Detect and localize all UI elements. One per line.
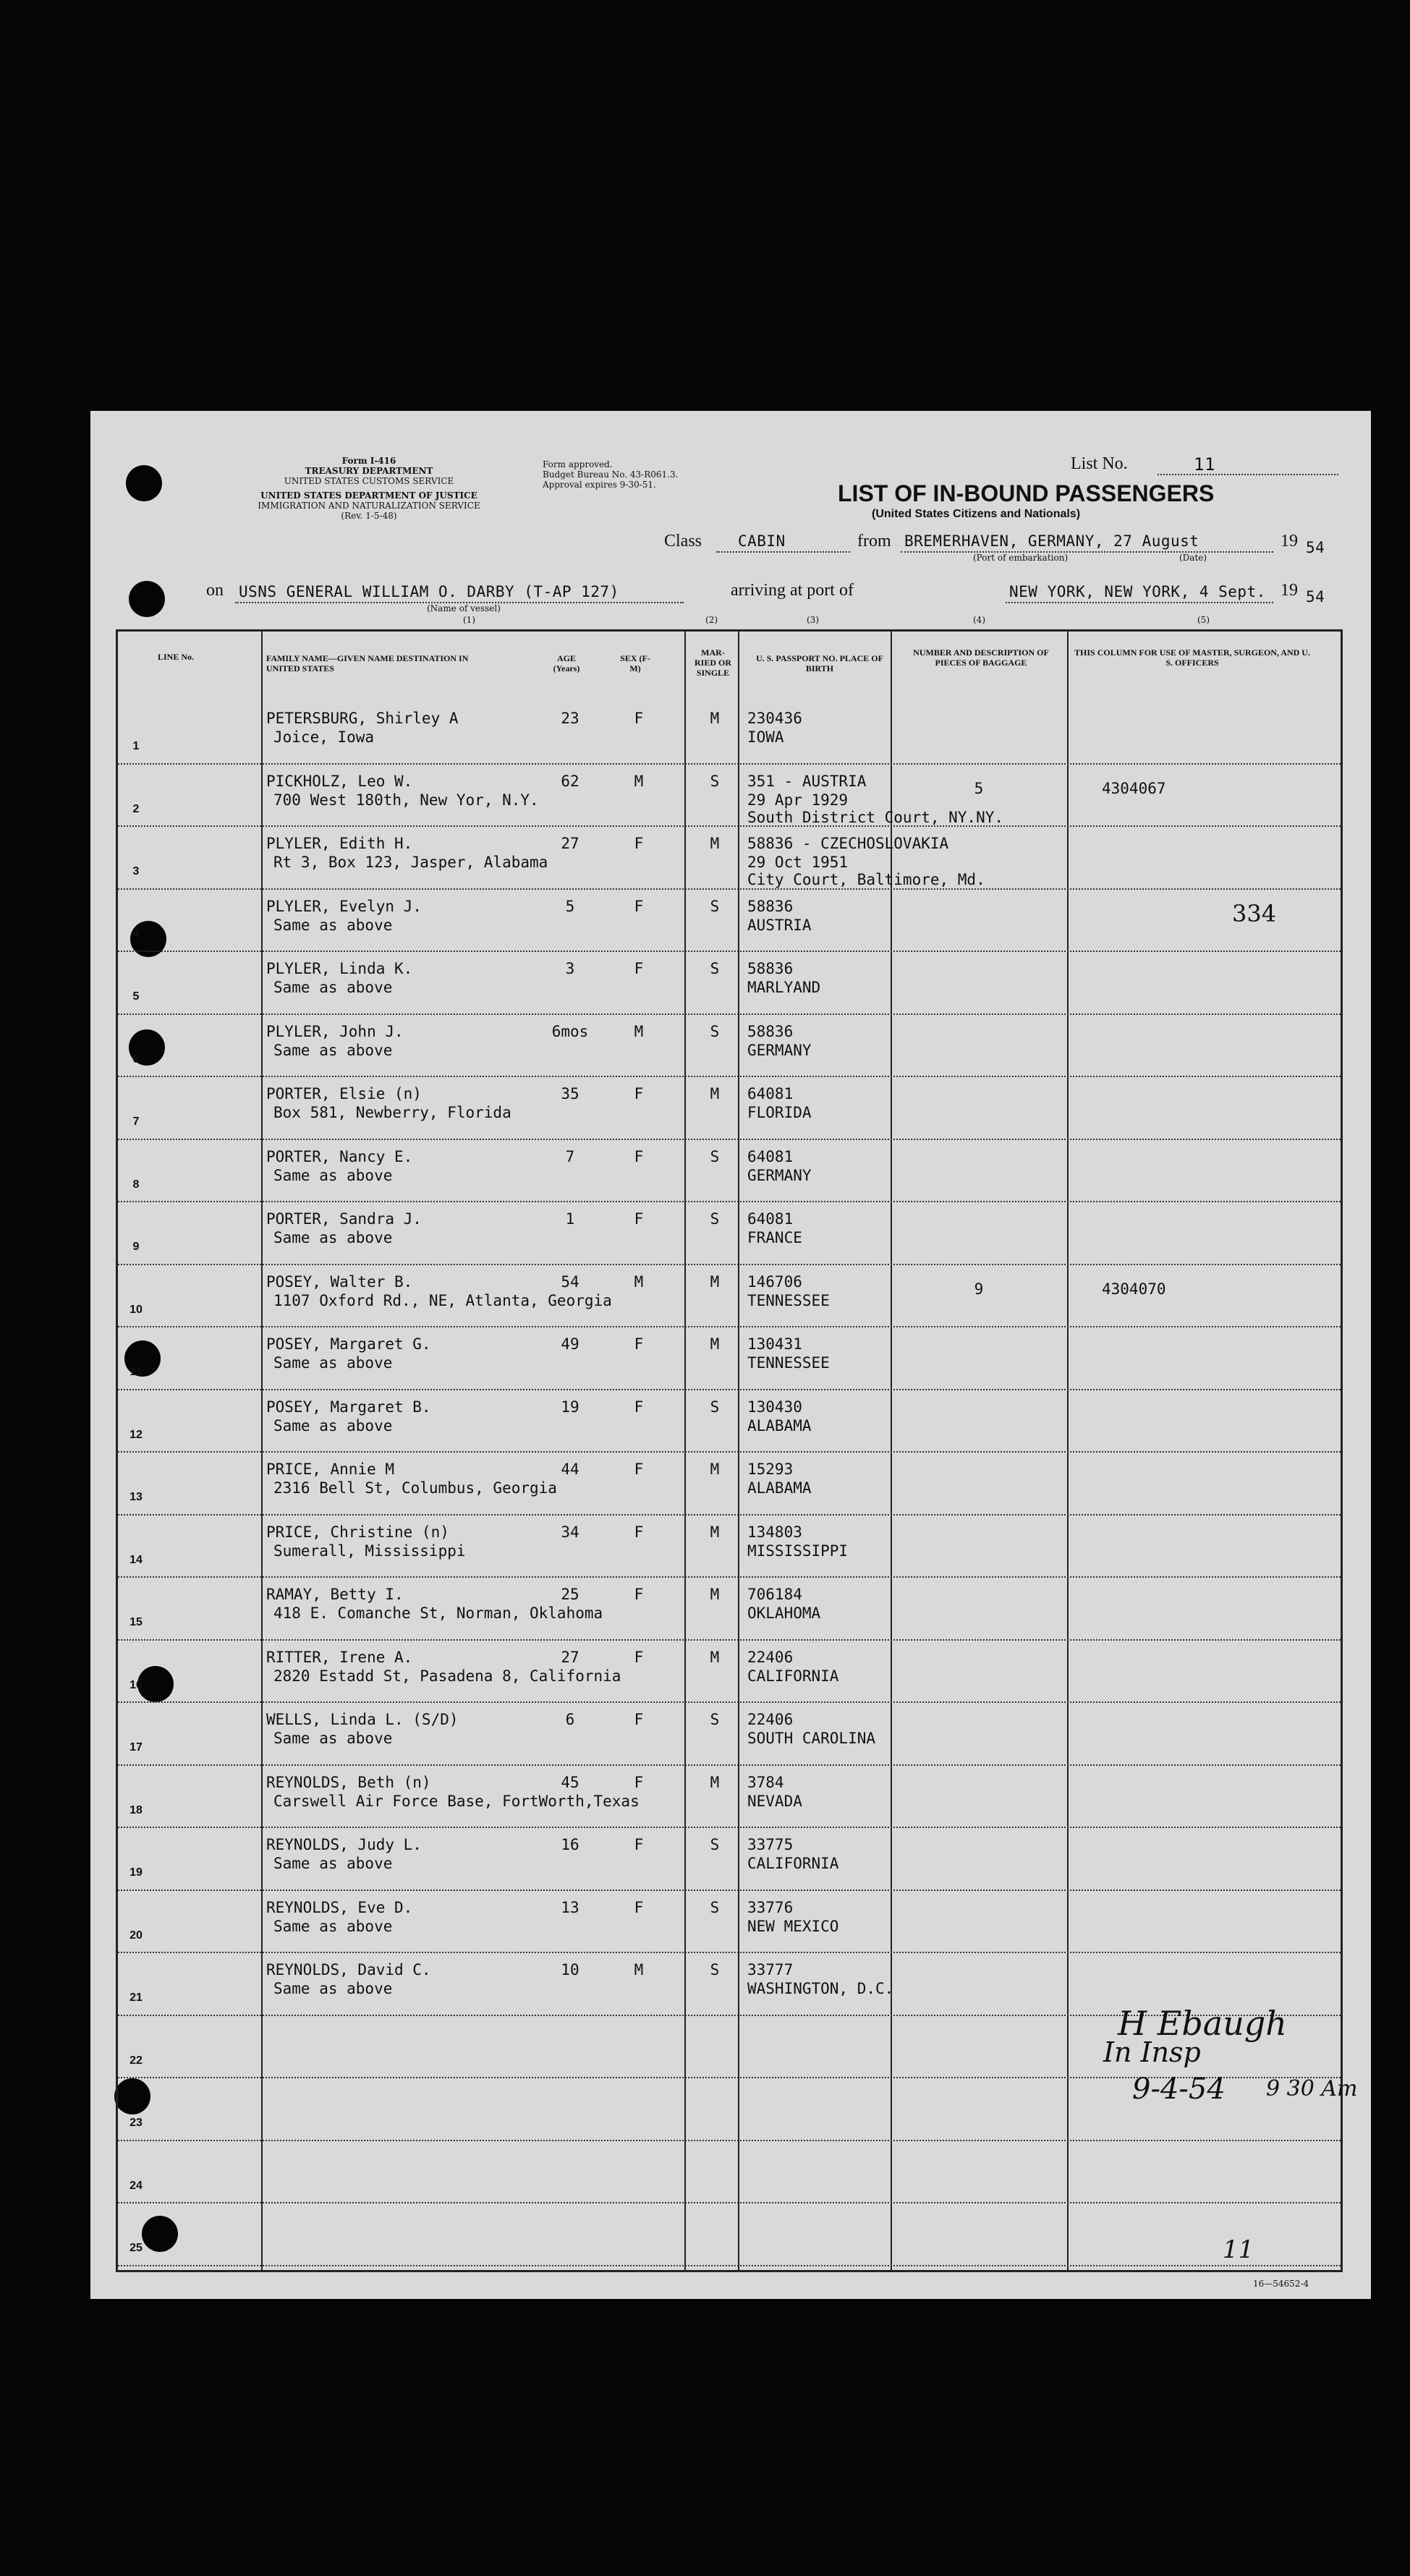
row-divider [118, 1764, 1341, 1766]
row-divider [118, 951, 1341, 952]
passenger-age: 44 [561, 1461, 579, 1478]
passport-number: 33776 [747, 1898, 794, 1916]
marital-status: S [710, 1147, 720, 1165]
passenger-destination: Same as above [273, 1416, 393, 1434]
passenger-name: PRICE, Annie M [266, 1461, 395, 1478]
marital-status: M [710, 1648, 720, 1666]
row-divider [118, 2202, 1341, 2203]
passenger-name: RITTER, Irene A. [266, 1648, 413, 1666]
place-of-birth: 29 Oct 1951 [747, 854, 849, 871]
line-number: 7 [132, 1115, 140, 1128]
colnum-1: (1) [463, 615, 475, 625]
approved-text: Form approved. [543, 459, 613, 469]
passenger-name: WELLS, Linda L. (S/D) [266, 1711, 459, 1728]
port-emb-caption: (Port of embarkation) [973, 553, 1069, 563]
passenger-age: 54 [561, 1272, 579, 1291]
form-number: Form I-416 [341, 456, 396, 466]
line-number: 13 [129, 1491, 143, 1503]
row-divider [118, 888, 1341, 890]
passenger-destination: Rt 3, Box 123, Jasper, Alabama [273, 854, 548, 871]
marital-status: S [710, 1961, 720, 1978]
passenger-destination: Joice, Iowa [273, 728, 375, 746]
passport-number: 58836 - CZECHOSLOVAKIA [747, 835, 949, 852]
place-of-birth: OKLAHOMA [747, 1604, 821, 1622]
line-number: 22 [129, 2054, 143, 2067]
passport-number: 64081 [747, 1147, 794, 1165]
passport-number: 15293 [747, 1461, 794, 1478]
passenger-name: POSEY, Margaret B. [266, 1398, 431, 1416]
line-number: 16 [129, 1678, 143, 1691]
place-of-birth: GERMANY [747, 1166, 812, 1184]
passport-issuer: City Court, Baltimore, Md. [747, 871, 985, 888]
passport-number: 230436 [747, 710, 802, 727]
marital-status: M [710, 1335, 720, 1353]
line-number: 24 [129, 2179, 143, 2192]
colnum-4: (4) [973, 615, 985, 625]
baggage-count: 5 [974, 779, 984, 797]
on-label: on [206, 581, 224, 600]
customs-label: UNITED STATES CUSTOMS SERVICE [284, 476, 454, 486]
passenger-sex: F [634, 897, 644, 915]
marital-status: S [710, 1398, 720, 1416]
place-of-birth: NEVADA [747, 1792, 802, 1810]
passenger-sex: F [634, 1461, 644, 1478]
line-number: 11 [129, 1366, 143, 1378]
line-number: 5 [132, 990, 140, 1003]
colnum-2: (2) [705, 615, 718, 625]
place-of-birth: 29 Apr 1929 [747, 791, 849, 809]
col-header-baggage: NUMBER AND DESCRIPTION OF PIECES OF BAGGAGE [913, 647, 1049, 668]
passport-number: 64081 [747, 1210, 794, 1228]
col-header-passport: U. S. PASSPORT NO. PLACE OF BIRTH [756, 653, 883, 673]
passenger-name: PLYLER, John J. [266, 1022, 404, 1040]
line-number: 21 [129, 1991, 143, 2004]
officer-initials: In Insp [1103, 2036, 1201, 2068]
passenger-name: PLYLER, Edith H. [266, 835, 413, 852]
passenger-name: PORTER, Nancy E. [266, 1147, 413, 1165]
passport-number: 22406 [747, 1711, 794, 1728]
passenger-name: REYNOLDS, Judy L. [266, 1836, 422, 1853]
passport-number: 706184 [747, 1586, 802, 1603]
passport-number: 33777 [747, 1961, 794, 1978]
passenger-name: REYNOLDS, Eve D. [266, 1898, 413, 1916]
passenger-destination: 700 West 180th, New Yor, N.Y. [273, 791, 539, 809]
passenger-age: 1 [565, 1210, 575, 1228]
row-divider [118, 2140, 1341, 2141]
punch-hole [129, 581, 165, 617]
col-header-line: LINE No. [158, 652, 195, 662]
passenger-destination: Sumerall, Mississippi [273, 1542, 466, 1560]
passenger-destination: Same as above [273, 1041, 393, 1059]
passenger-name: PETERSBURG, Shirley A [266, 710, 459, 727]
passenger-sex: F [634, 1898, 644, 1916]
row-divider [118, 2265, 1341, 2266]
passenger-destination: Same as above [273, 1980, 393, 1997]
marital-status: S [710, 897, 720, 915]
ins-label: IMMIGRATION AND NATURALIZATION SERVICE [258, 501, 480, 511]
passport-issuer: South District Court, NY.NY. [747, 808, 1004, 826]
inspection-time: 9 30 Am [1266, 2076, 1358, 2101]
place-of-birth: WASHINGTON, D.C. [747, 1980, 894, 1997]
line-number: 14 [129, 1553, 143, 1566]
col-header-officers: THIS COLUMN FOR USE OF MASTER, SURGEON, AND U. S. OFFICERS [1074, 647, 1310, 668]
marital-status: S [710, 1836, 720, 1853]
form-approval [543, 459, 678, 490]
passenger-name: REYNOLDS, David C. [266, 1961, 431, 1978]
marital-status: M [710, 1586, 720, 1603]
row-divider [118, 1952, 1341, 1953]
list-no-label: List No. [1071, 454, 1128, 473]
list-no-value: 11 [1194, 454, 1215, 475]
passenger-sex: F [634, 1147, 644, 1165]
marital-status: M [710, 1461, 720, 1478]
marital-status: S [710, 1898, 720, 1916]
passport-number: 130430 [747, 1398, 802, 1416]
place-of-birth: CALIFORNIA [747, 1667, 839, 1685]
from-label: from [857, 532, 891, 551]
form-code: 16—54652-4 [1253, 2279, 1309, 2289]
passenger-sex: F [634, 835, 644, 852]
passenger-destination: 2820 Estadd St, Pasadena 8, California [273, 1667, 621, 1685]
class-value: CABIN [738, 532, 786, 550]
year-arr: 54 [1306, 588, 1325, 605]
passenger-name: POSEY, Margaret G. [266, 1335, 431, 1353]
passport-number: 58836 [747, 960, 794, 977]
passport-number: 146706 [747, 1272, 802, 1291]
row-divider [118, 1201, 1341, 1202]
line-number: 19 [129, 1866, 143, 1879]
passenger-destination: Same as above [273, 1917, 393, 1935]
form-header-left [206, 456, 532, 521]
line-number: 4 [132, 927, 140, 940]
place-of-birth: ALABAMA [747, 1416, 812, 1434]
row-divider [118, 1827, 1341, 1828]
passenger-destination: Same as above [273, 979, 393, 996]
passenger-sex: F [634, 1085, 644, 1102]
passport-number: 134803 [747, 1523, 802, 1541]
passenger-age: 34 [561, 1523, 579, 1541]
place-of-birth: AUSTRIA [747, 916, 812, 934]
marital-status: S [710, 1022, 720, 1040]
place-of-birth: FRANCE [747, 1229, 802, 1246]
year-prefix-arr: 19 [1281, 581, 1298, 600]
passenger-age: 35 [561, 1085, 579, 1102]
passenger-name: POSEY, Walter B. [266, 1272, 413, 1291]
class-label: Class [664, 532, 702, 551]
list-no-line [1158, 474, 1338, 475]
arriving-label: arriving at port of [731, 581, 854, 600]
line-number: 17 [129, 1741, 143, 1754]
row-divider [118, 763, 1341, 765]
place-of-birth: TENNESSEE [747, 1291, 830, 1309]
row-divider [118, 1326, 1341, 1327]
passenger-sex: F [634, 1648, 644, 1666]
marital-status: M [710, 1272, 720, 1291]
col-header-age: AGE (Years) [553, 653, 580, 673]
line-number: 6 [132, 1053, 140, 1066]
line-number: 18 [129, 1803, 143, 1816]
vessel-caption: (Name of vessel) [427, 603, 501, 613]
page-mark: 11 [1223, 2235, 1254, 2264]
passport-number: 22406 [747, 1648, 794, 1666]
passenger-destination: Same as above [273, 1354, 393, 1372]
row-divider [118, 1576, 1341, 1578]
place-of-birth: NEW MEXICO [747, 1917, 839, 1935]
rev-label: (Rev. 1-5-48) [341, 511, 397, 521]
passenger-destination: 1107 Oxford Rd., NE, Atlanta, Georgia [273, 1291, 612, 1309]
passport-number: 64081 [747, 1085, 794, 1102]
colnum-3: (3) [807, 615, 819, 625]
line-number: 3 [132, 865, 140, 877]
passenger-destination: Same as above [273, 1229, 393, 1246]
passenger-sex: F [634, 1711, 644, 1728]
place-of-birth: IOWA [747, 728, 784, 746]
officer-note: 4304067 [1102, 779, 1166, 797]
passenger-sex: F [634, 960, 644, 977]
passenger-age: 6 [565, 1711, 575, 1728]
colnum-5: (5) [1197, 615, 1210, 625]
marital-status: S [710, 1210, 720, 1228]
col-header-married: MAR-RIED OR SINGLE [694, 647, 731, 678]
line-number: 25 [129, 2242, 143, 2254]
row-divider [118, 1389, 1341, 1390]
passenger-sex: M [634, 1272, 644, 1291]
passenger-sex: M [634, 1022, 644, 1040]
passenger-age: 13 [561, 1898, 579, 1916]
col-header-name: FAMILY NAME—GIVEN NAME DESTINATION IN UNITED STATES [266, 653, 469, 673]
passenger-name: REYNOLDS, Beth (n) [266, 1773, 431, 1791]
place-of-birth: FLORIDA [747, 1104, 812, 1121]
officer-note: 334 [1232, 899, 1277, 927]
passport-number: 58836 [747, 1022, 794, 1040]
year-prefix-from: 19 [1281, 532, 1298, 551]
row-divider [118, 1514, 1341, 1516]
expires-text: Approval expires 9-30-51. [543, 480, 656, 490]
passenger-destination: Same as above [273, 1855, 393, 1872]
passenger-sex: F [634, 1523, 644, 1541]
place-of-birth: GERMANY [747, 1041, 812, 1059]
line-number: 9 [132, 1241, 140, 1253]
passenger-name: PORTER, Elsie (n) [266, 1085, 422, 1102]
line-number: 8 [132, 1178, 140, 1191]
passenger-age: 6mos [551, 1022, 589, 1040]
treasury-label: TREASURY DEPARTMENT [305, 466, 433, 476]
inspection-date: 9-4-54 [1132, 2073, 1226, 2106]
officer-note: 4304070 [1102, 1280, 1166, 1298]
place-of-birth: CALIFORNIA [747, 1855, 839, 1872]
passenger-sex: F [634, 1398, 644, 1416]
from-line [901, 551, 1273, 553]
arrival-line [1006, 602, 1273, 603]
passenger-age: 5 [565, 897, 575, 915]
passenger-sex: F [634, 1836, 644, 1853]
passenger-destination: Box 581, Newberry, Florida [273, 1104, 511, 1121]
row-divider [118, 1264, 1341, 1265]
budget-text: Budget Bureau No. 43-R061.3. [543, 469, 679, 480]
passenger-age: 7 [565, 1147, 575, 1165]
passenger-destination: Same as above [273, 916, 393, 934]
line-number: 15 [129, 1616, 143, 1628]
passenger-name: PLYLER, Evelyn J. [266, 897, 422, 915]
marital-status: S [710, 960, 720, 977]
passenger-age: 19 [561, 1398, 579, 1416]
form-title: LIST OF IN-BOUND PASSENGERS [838, 480, 1215, 506]
passenger-sex: F [634, 1210, 644, 1228]
row-divider [118, 1701, 1341, 1703]
marital-status: M [710, 835, 720, 852]
justice-label: UNITED STATES DEPARTMENT OF JUSTICE [260, 490, 477, 501]
row-divider [118, 1890, 1341, 1891]
passenger-sex: F [634, 710, 644, 727]
place-of-birth: ALABAMA [747, 1479, 812, 1497]
line-number: 20 [129, 1929, 143, 1942]
row-divider [118, 825, 1341, 827]
passenger-age: 45 [561, 1773, 579, 1791]
passenger-name: PICKHOLZ, Leo W. [266, 772, 413, 790]
passport-number: 351 - AUSTRIA [747, 772, 867, 790]
passenger-name: PORTER, Sandra J. [266, 1210, 422, 1228]
place-of-birth: SOUTH CAROLINA [747, 1730, 876, 1747]
marital-status: M [710, 1773, 720, 1791]
passport-number: 58836 [747, 897, 794, 915]
passport-number: 130431 [747, 1335, 802, 1353]
row-divider [118, 1076, 1341, 1077]
line-number: 23 [129, 2117, 143, 2129]
passenger-name: PLYLER, Linda K. [266, 960, 413, 977]
class-line [716, 551, 850, 553]
officer-signature: H Ebaugh [1118, 2004, 1287, 2043]
punch-hole [126, 465, 162, 501]
marital-status: S [710, 1711, 720, 1728]
passenger-destination: Same as above [273, 1166, 393, 1184]
year-from: 54 [1306, 539, 1325, 556]
line-number: 1 [132, 740, 140, 752]
row-divider [118, 1013, 1341, 1015]
line-number: 12 [129, 1428, 143, 1441]
passenger-sex: F [634, 1773, 644, 1791]
passenger-name: RAMAY, Betty I. [266, 1586, 404, 1603]
passenger-age: 27 [561, 1648, 579, 1666]
passport-number: 33775 [747, 1836, 794, 1853]
row-divider [118, 1139, 1341, 1140]
passenger-sex: M [634, 1961, 644, 1978]
form-subtitle: (United States Citizens and Nationals) [872, 508, 1081, 520]
place-of-birth: MISSISSIPPI [747, 1542, 849, 1560]
marital-status: S [710, 772, 720, 790]
marital-status: M [710, 710, 720, 727]
passenger-destination: Same as above [273, 1730, 393, 1747]
row-divider [118, 1639, 1341, 1641]
passenger-destination: 418 E. Comanche St, Norman, Oklahoma [273, 1604, 603, 1622]
passenger-age: 16 [561, 1836, 579, 1853]
passenger-destination: Carswell Air Force Base, FortWorth,Texas [273, 1792, 640, 1810]
marital-status: M [710, 1085, 720, 1102]
line-number: 10 [129, 1303, 143, 1316]
passenger-age: 49 [561, 1335, 579, 1353]
passenger-age: 10 [561, 1961, 579, 1978]
place-of-birth: TENNESSEE [747, 1354, 830, 1372]
vessel-name: USNS GENERAL WILLIAM O. DARBY (T-AP 127) [239, 583, 619, 600]
from-value: BREMERHAVEN, GERMANY, 27 August [904, 532, 1199, 550]
arrival-port: NEW YORK, NEW YORK, 4 Sept. [1009, 583, 1266, 600]
date-caption: (Date) [1179, 553, 1207, 563]
passenger-sex: F [634, 1335, 644, 1353]
passenger-destination: 2316 Bell St, Columbus, Georgia [273, 1479, 557, 1497]
marital-status: M [710, 1523, 720, 1541]
col-header-sex: SEX (F-M) [620, 653, 650, 673]
passenger-name: PRICE, Christine (n) [266, 1523, 449, 1541]
passenger-age: 62 [561, 772, 579, 790]
passenger-age: 27 [561, 835, 579, 852]
passenger-sex: F [634, 1586, 644, 1603]
baggage-count: 9 [974, 1280, 984, 1298]
place-of-birth: MARLYAND [747, 979, 821, 996]
row-divider [118, 1451, 1341, 1453]
passport-number: 3784 [747, 1773, 784, 1791]
line-number: 2 [132, 802, 140, 815]
passenger-age: 23 [561, 710, 579, 727]
passenger-sex: M [634, 772, 644, 790]
passenger-age: 25 [561, 1586, 579, 1603]
passenger-age: 3 [565, 960, 575, 977]
